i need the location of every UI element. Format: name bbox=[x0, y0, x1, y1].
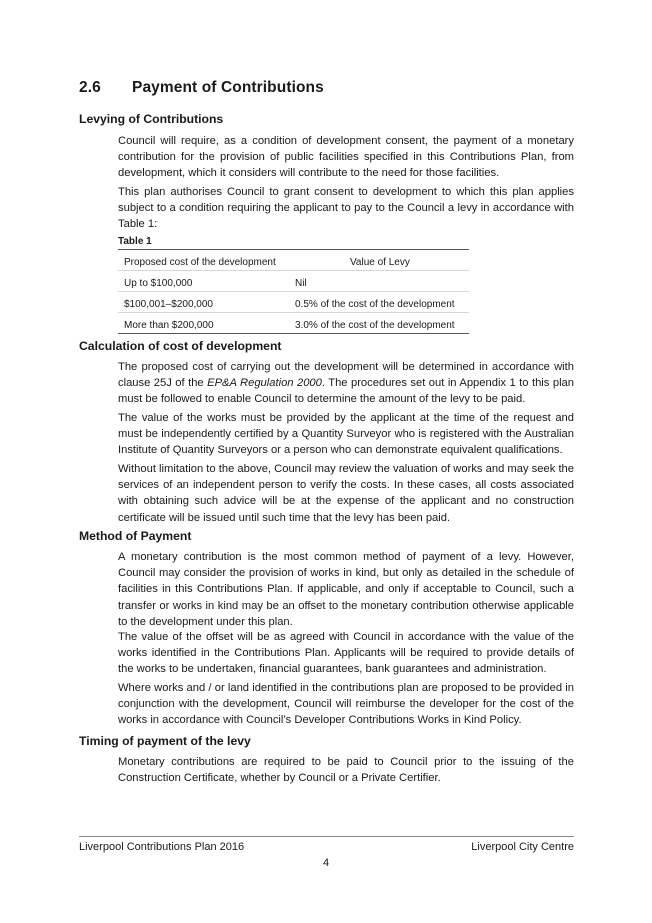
calculation-heading: Calculation of cost of development bbox=[79, 339, 282, 353]
method-heading: Method of Payment bbox=[79, 529, 192, 543]
footer-document-title: Liverpool Contributions Plan 2016 bbox=[79, 841, 245, 853]
table-row bbox=[118, 271, 469, 292]
table-cell-levy: Nil bbox=[295, 278, 307, 289]
levy-table bbox=[118, 249, 469, 334]
calculation-text-a: The proposed cost of carrying out the development will be determined in accordance with clause 25J of the bbox=[118, 361, 574, 390]
calculation-text-b: . The procedures set out in Appendix 1 to this plan must be followed to enable Council to determine the amount of the levy to be paid. bbox=[118, 377, 574, 406]
section-number: 2.6 bbox=[79, 79, 101, 96]
table-cell-cost: More than $200,000 bbox=[124, 320, 214, 331]
table-cell-levy: 3.0% of the cost of the development bbox=[295, 320, 455, 331]
footer-divider bbox=[79, 836, 574, 837]
calculation-paragraph-1 bbox=[118, 359, 574, 408]
table-header-row bbox=[118, 250, 469, 271]
calculation-paragraph-3: Without limitation to the above, Council may review the valuation of works and may seek the services of an independent person to verify the costs. In these cases, all costs associated with obtaining such advice will be at the expense of the applicant and no construction certificate will be issued until such time that the levy has been paid. bbox=[118, 463, 574, 524]
calculation-paragraph-2: The value of the works must be provided by the applicant at the time of the request and must be independently certified by a Quantity Surveyor who is registered with the Australian Institute of Quantity Surveyors or a person who can demonstrate equivalent qualifications. bbox=[118, 412, 574, 457]
timing-heading: Timing of payment of the levy bbox=[79, 734, 251, 748]
table-cell-cost: $100,001–$200,000 bbox=[124, 299, 213, 310]
levying-heading: Levying of Contributions bbox=[79, 112, 224, 126]
page-number: 4 bbox=[322, 857, 330, 869]
footer-location: Liverpool City Centre bbox=[471, 841, 574, 853]
table-header-levy: Value of Levy bbox=[350, 257, 410, 268]
section-heading bbox=[79, 79, 324, 97]
table-caption: Table 1 bbox=[118, 236, 152, 247]
method-paragraph-3: Where works and / or land identified in the contributions plan are proposed to be provided in conjunction with the development, Council will reimburse the developer for the cost of the works in accordance with Council’s Developer Contributions Works in Kind Policy. bbox=[118, 682, 574, 727]
section-title: Payment of Contributions bbox=[132, 79, 324, 96]
regulation-name: EP&A Regulation 2000 bbox=[207, 377, 322, 390]
table-row bbox=[118, 292, 469, 313]
table-cell-cost: Up to $100,000 bbox=[124, 278, 193, 289]
method-paragraph-1: A monetary contribution is the most common method of payment of a levy. However, Council may consider the provision of works in kind, but only as detailed in the schedule of facilities in this Contributions Plan. If applicable, and only if acceptable to Council, such a transfer or works in kind may be an offset to the monetary contribution otherwise applicable to the development under this plan. bbox=[118, 551, 574, 628]
levying-paragraph-1: Council will require, as a condition of development consent, the payment of a monetary contribution for the provision of public facilities specified in this Contributions Plan, from development, which it considers will contribute to the need for those facilities. bbox=[118, 135, 574, 180]
method-paragraph-2: The value of the offset will be as agreed with Council in accordance with the value of the works identified in the Contributions Plan. Applicants will be required to provide details of the works to be undertaken, financial guarantees, bank guarantees and administration. bbox=[118, 631, 574, 676]
table-row bbox=[118, 313, 469, 334]
table-cell-levy: 0.5% of the cost of the development bbox=[295, 299, 455, 310]
timing-paragraph-1: Monetary contributions are required to be paid to Council prior to the issuing of the Construction Certificate, whether by Council or a Private Certifier. bbox=[118, 756, 574, 785]
levying-paragraph-2: This plan authorises Council to grant consent to development to which this plan applies subject to a condition requiring the applicant to pay to the Council a levy in accordance with Table 1: bbox=[118, 186, 574, 231]
table-header-cost: Proposed cost of the development bbox=[124, 257, 276, 268]
